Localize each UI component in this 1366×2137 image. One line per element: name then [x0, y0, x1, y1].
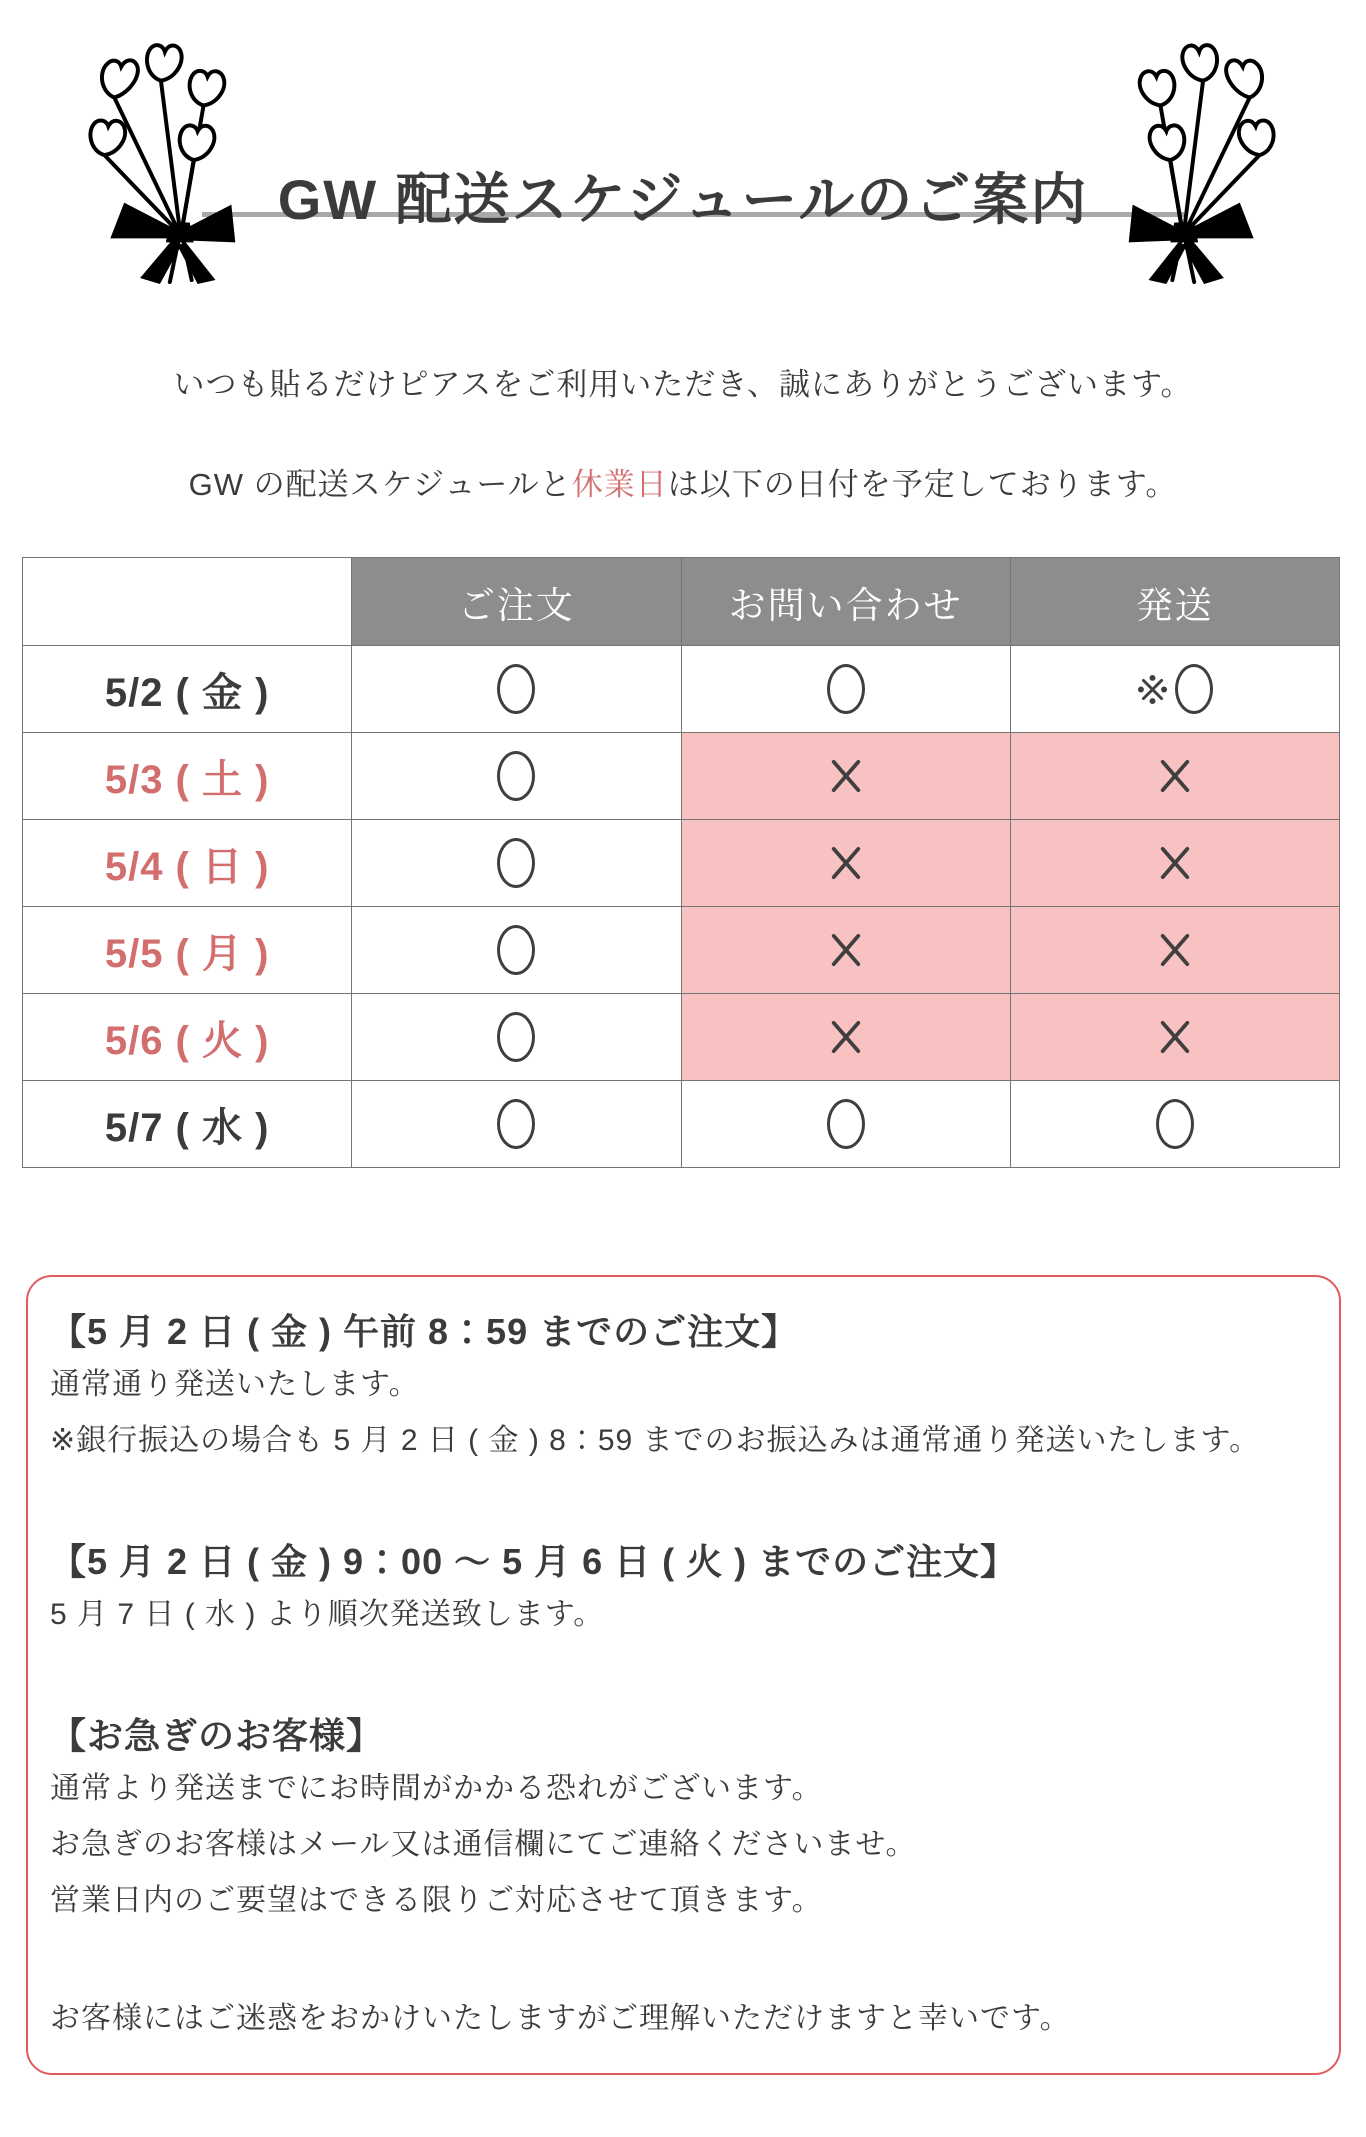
circle-mark-icon	[1156, 1099, 1194, 1149]
note-heading-3: 【お急ぎのお客様】	[50, 1715, 384, 1756]
circle-mark-icon	[827, 1099, 865, 1149]
inquiry-mark-cell	[681, 907, 1010, 994]
schedule-table	[22, 557, 1340, 1168]
circle-mark-icon	[497, 1099, 535, 1149]
date-cell: 5/5 ( 月 )	[23, 907, 352, 994]
circle-mark-icon	[497, 751, 535, 801]
column-header-inquiry: お問い合わせ	[681, 558, 1010, 646]
holiday-highlight: 休業日	[571, 467, 668, 502]
date-cell: 5/6 ( 火 )	[23, 994, 352, 1081]
order-mark-cell	[352, 1081, 681, 1168]
shipping-mark-cell	[1010, 733, 1339, 820]
table-row	[23, 646, 1340, 733]
circle-mark-icon	[827, 664, 865, 714]
cross-mark-icon	[829, 1017, 863, 1057]
note-heading-2: 【5 月 2 日 ( 金 ) 9：00 ～ 5 月 6 日 ( 火 ) までのご注文】	[50, 1541, 1018, 1582]
inquiry-mark-cell	[681, 733, 1010, 820]
note-line: 5 月 7 日 ( 水 ) より順次発送致します。	[50, 1598, 605, 1631]
column-header-order: ご注文	[352, 558, 681, 646]
page-title: GW 配送スケジュールのご案内	[277, 167, 1089, 231]
order-mark-cell	[352, 646, 681, 733]
closing-line: お客様にはご迷惑をおかけいたしますがご理解いただけますと幸いです。	[50, 2002, 1071, 2035]
cross-mark-icon	[829, 756, 863, 796]
cross-mark-icon	[1158, 1017, 1192, 1057]
order-mark-cell	[352, 733, 681, 820]
circle-mark-icon	[497, 925, 535, 975]
cross-mark-icon	[829, 843, 863, 883]
reference-mark-icon	[1136, 673, 1169, 706]
tulip-bouquet-icon	[66, 36, 236, 284]
notes-box	[26, 1275, 1341, 2075]
column-header-shipping: 発送	[1010, 558, 1339, 646]
date-cell: 5/7 ( 水 )	[23, 1081, 352, 1168]
table-row	[23, 907, 1340, 994]
table-header-row	[23, 558, 1340, 646]
shipping-mark-cell	[1010, 646, 1339, 733]
cross-mark-icon	[1158, 930, 1192, 970]
table-row	[23, 733, 1340, 820]
shipping-mark-cell	[1010, 1081, 1339, 1168]
note-line: 営業日内のご要望はできる限りご対応させて頂きます。	[50, 1884, 823, 1917]
date-cell: 5/4 ( 日 )	[23, 820, 352, 907]
inquiry-mark-cell	[681, 646, 1010, 733]
table-row	[23, 1081, 1340, 1168]
order-mark-cell	[352, 994, 681, 1081]
intro-schedule-note	[0, 459, 1366, 504]
circle-mark-icon	[497, 664, 535, 714]
tulip-bouquet-icon	[1128, 36, 1298, 284]
note-line: 通常通り発送いたします。	[50, 1368, 420, 1401]
order-mark-cell	[352, 907, 681, 994]
table-row	[23, 994, 1340, 1081]
circle-mark-icon	[497, 1012, 535, 1062]
blank-header-cell	[23, 558, 352, 646]
cross-mark-icon	[1158, 843, 1192, 883]
shipping-mark-cell	[1010, 820, 1339, 907]
inquiry-mark-cell	[681, 820, 1010, 907]
circle-mark-icon	[497, 838, 535, 888]
inquiry-mark-cell	[681, 994, 1010, 1081]
shipping-mark-cell	[1010, 907, 1339, 994]
table-row	[23, 820, 1340, 907]
cross-mark-icon	[829, 930, 863, 970]
note-heading-1: 【5 月 2 日 ( 金 ) 午前 8：59 までのご注文】	[50, 1311, 799, 1352]
note-line: ※銀行振込の場合も 5 月 2 日 ( 金 ) 8：59 までのお振込みは通常通り発送いたします。	[50, 1424, 1261, 1457]
inquiry-mark-cell	[681, 1081, 1010, 1168]
note-line: お急ぎのお客様はメール又は通信欄にてご連絡くださいませ。	[50, 1828, 917, 1861]
intro-text-pre: GW の配送スケジュールと	[188, 467, 572, 502]
cross-mark-icon	[1158, 756, 1192, 796]
order-mark-cell	[352, 820, 681, 907]
intro-text-post: は以下の日付を予定しております。	[667, 467, 1178, 502]
note-line: 通常より発送までにお時間がかかる恐れがございます。	[50, 1772, 823, 1805]
date-cell: 5/3 ( 土 )	[23, 733, 352, 820]
date-cell: 5/2 ( 金 )	[23, 646, 352, 733]
circle-mark-icon	[1175, 664, 1213, 714]
intro-greeting: いつも貼るだけピアスをご利用いただき、誠にありがとうございます。	[173, 367, 1193, 402]
shipping-mark-cell	[1010, 994, 1339, 1081]
